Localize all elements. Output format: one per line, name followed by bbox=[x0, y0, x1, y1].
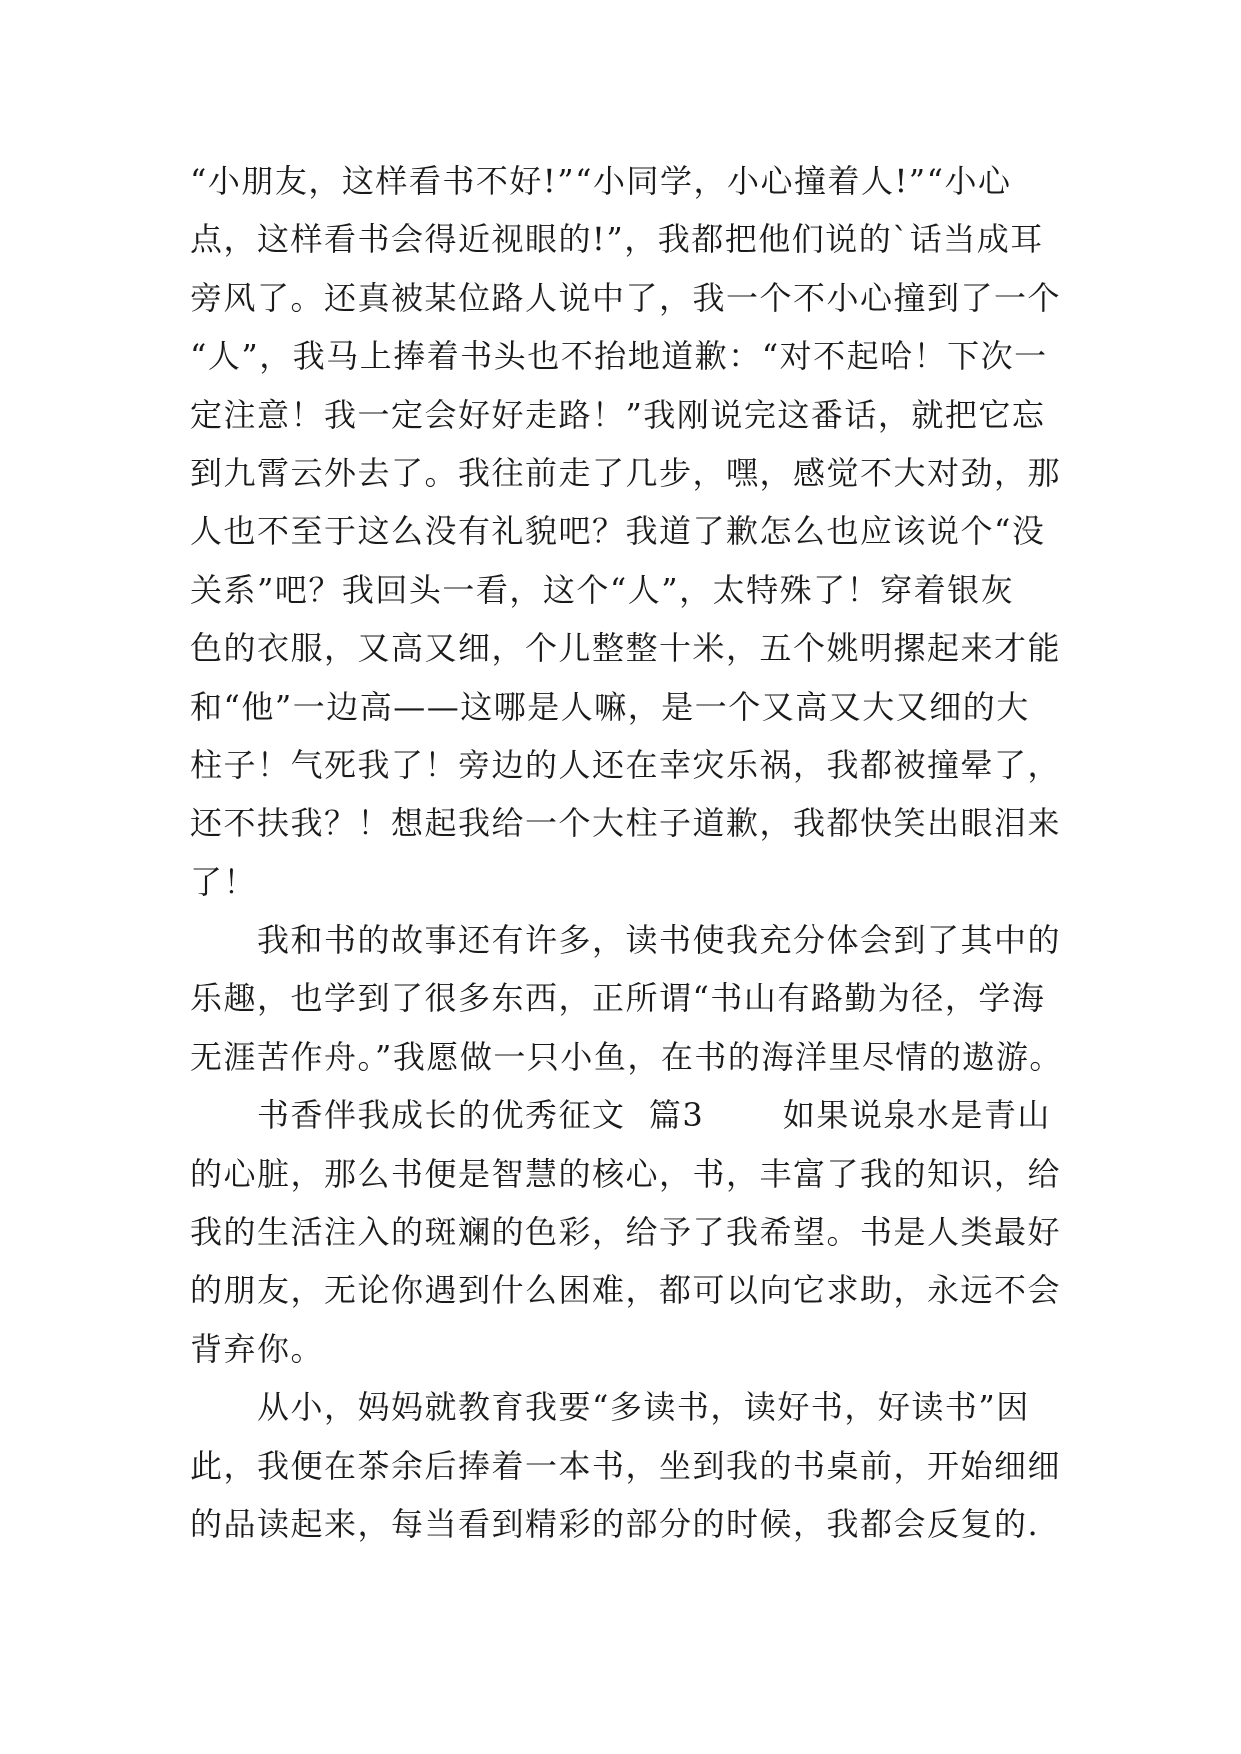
text-line: 旁风了。还真被某位路人说中了，我一个不小心撞到了一个 bbox=[190, 278, 1062, 317]
text-line: 柱子！气死我了！旁边的人还在幸灾乐祸，我都被撞晕了， bbox=[190, 745, 1062, 784]
text-line: 乐趣，也学到了很多东西，正所谓“书山有路勤为径，学海 bbox=[190, 979, 1046, 1018]
text-line: 色的衣服，又高又细，个儿整整十米，五个姚明摞起来才能 bbox=[190, 629, 1062, 668]
text-line: 和“他”一边高——这哪是人嘛，是一个又高又大又细的大 bbox=[190, 687, 1030, 726]
section-heading-line: 书香伴我成长的优秀征文 篇3 如果说泉水是青山 bbox=[190, 1096, 1051, 1135]
text-line: 背弃你。 bbox=[190, 1329, 325, 1368]
body-text bbox=[190, 152, 1090, 1553]
text-line: 的品读起来，每当看到精彩的部分的时候，我都会反复的. bbox=[190, 1504, 1040, 1543]
paragraph-start-line: 我和书的故事还有许多，读书使我充分体会到了其中的 bbox=[190, 921, 1062, 960]
text-line: 定注意！我一定会好好走路！”我刚说完这番话，就把它忘 bbox=[190, 395, 1046, 434]
text-line: “小朋友，这样看书不好!”“小同学，小心撞着人!”“小心 bbox=[190, 162, 1012, 200]
paragraph-start-line: 从小，妈妈就教育我要“多读书，读好书，好读书”因 bbox=[190, 1388, 1030, 1427]
text-line: 无涯苦作舟。”我愿做一只小鱼，在书的海洋里尽情的遨游。 bbox=[190, 1037, 1063, 1076]
text-line: 点，这样看书会得近视眼的!”，我都把他们说的`话当成耳 bbox=[190, 220, 1044, 259]
text-line: 人也不至于这么没有礼貌吧？我道了歉怎么也应该说个“没 bbox=[190, 512, 1046, 551]
text-line: 此，我便在茶余后捧着一本书，坐到我的书桌前，开始细细 bbox=[190, 1446, 1062, 1485]
text-line: 的心脏，那么书便是智慧的核心，书，丰富了我的知识，给 bbox=[190, 1154, 1062, 1193]
text-line: 了！ bbox=[190, 862, 258, 901]
text-line: 关系”吧？我回头一看，这个“人”，太特殊了！穿着银灰 bbox=[190, 570, 1015, 609]
text-line: 到九霄云外去了。我往前走了几步，嘿，感觉不大对劲，那 bbox=[190, 453, 1062, 492]
text-line: 还不扶我？！想起我给一个大柱子道歉，我都快笑出眼泪来 bbox=[190, 804, 1062, 843]
text-line: 的朋友，无论你遇到什么困难，都可以向它求助，永远不会 bbox=[190, 1271, 1062, 1310]
text-line: 我的生活注入的斑斓的色彩，给予了我希望。书是人类最好 bbox=[190, 1213, 1062, 1252]
text-line: “人”，我马上捧着书头也不抬地道歉：“对不起哈！下次一 bbox=[190, 337, 1048, 376]
